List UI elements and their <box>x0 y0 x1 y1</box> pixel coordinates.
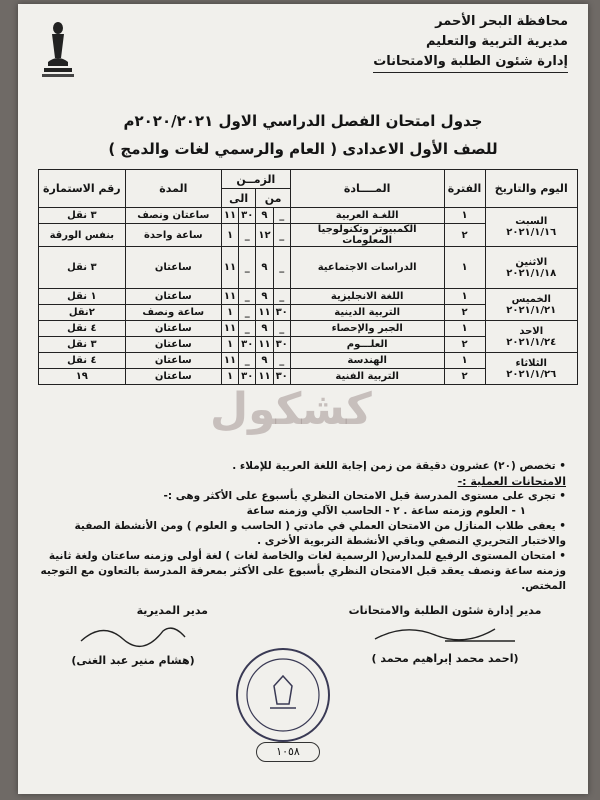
from-hour-cell: ٩ <box>256 208 273 224</box>
to-hour-cell: ١ <box>221 224 238 247</box>
signature-right <box>330 604 560 665</box>
form-cell: ١ نقل <box>39 289 126 305</box>
duration-cell: ساعتان <box>125 369 221 385</box>
to-minute-cell: _ <box>239 289 256 305</box>
directorate-line: مديرية التربية والتعليم <box>425 34 568 49</box>
subject-cell: الدراسات الاجتماعية <box>290 247 444 289</box>
signature-right-title: مدير إدارة شئون الطلبة والامتحانات <box>348 604 542 617</box>
table-row <box>39 289 578 305</box>
form-cell: ٣ نقل <box>39 247 126 289</box>
from-hour-cell: ١١ <box>256 369 273 385</box>
to-minute-cell: _ <box>239 321 256 337</box>
from-minute-cell: ٣٠ <box>273 337 290 353</box>
subject-cell: اللغة الانجليزية <box>290 289 444 305</box>
period-cell: ١ <box>444 321 485 337</box>
handwritten-signature-right-icon <box>365 617 525 649</box>
table-header-row <box>39 170 578 189</box>
header-subject: المــــادة <box>290 170 444 208</box>
from-minute-cell: ٣٠ <box>273 305 290 321</box>
note-home-students: • يعفى طلاب المنازل من الامتحان العملي في مادتي ( الحاسب و العلوم ) ومن الأنشطة الصفية والاختبار التحريري النصفي وباقي الأنشطة التربوية الأخرى . <box>74 520 566 547</box>
period-cell: ٢ <box>444 305 485 321</box>
administration-line: إدارة شئون الطلبة والامتحانات <box>373 52 568 73</box>
to-minute-cell: _ <box>239 247 256 289</box>
header-period: الفترة <box>444 170 485 208</box>
table-row <box>39 247 578 289</box>
to-hour-cell: ١١ <box>221 321 238 337</box>
notes-block <box>40 459 566 594</box>
to-minute-cell: ٣٠ <box>239 208 256 224</box>
from-minute-cell: _ <box>273 224 290 247</box>
form-cell: ٤ نقل <box>39 353 126 369</box>
exam-schedule-table <box>38 169 578 385</box>
to-hour-cell: ١١ <box>221 289 238 305</box>
subject-cell: الهندسة <box>290 353 444 369</box>
to-minute-cell: _ <box>239 353 256 369</box>
schedule-subtitle: للصف الأول الاعدادى ( العام والرسمي لغات والدمج ) <box>108 140 498 158</box>
subject-cell: العلـــوم <box>290 337 444 353</box>
from-hour-cell: ١٢ <box>256 224 273 247</box>
table-row <box>39 208 578 224</box>
practical-exams-heading: الامتحانات العملية :- <box>457 475 566 488</box>
serial-number: ١٠٥٨ <box>256 742 320 762</box>
duration-cell: ساعتان <box>125 337 221 353</box>
signature-left-title: مدير المديرية <box>136 604 208 617</box>
duration-cell: ساعتان <box>125 289 221 305</box>
duration-cell: ساعة ونصف <box>125 305 221 321</box>
ministry-logo-icon <box>38 18 78 80</box>
subject-cell: التربية الدينية <box>290 305 444 321</box>
day-cell: الثلاثاء ٢٠٢١/١/٢٦ <box>485 353 578 385</box>
header-block <box>373 12 568 73</box>
from-minute-cell: _ <box>273 208 290 224</box>
to-hour-cell: ١ <box>221 337 238 353</box>
from-minute-cell: ٣٠ <box>273 369 290 385</box>
from-minute-cell: _ <box>273 247 290 289</box>
period-cell: ١ <box>444 247 485 289</box>
to-hour-cell: ١١ <box>221 353 238 369</box>
subject-cell: الجبر والإحصاء <box>290 321 444 337</box>
signature-right-name: (احمد محمد إبراهيم محمد ) <box>371 652 519 665</box>
to-minute-cell: ٣٠ <box>239 369 256 385</box>
to-hour-cell: ١ <box>221 369 238 385</box>
period-cell: ١ <box>444 353 485 369</box>
to-hour-cell: ١١ <box>221 208 238 224</box>
from-hour-cell: ٩ <box>256 247 273 289</box>
handwritten-signature-left-icon <box>73 617 193 651</box>
to-hour-cell: ١ <box>221 305 238 321</box>
document-page <box>18 4 588 794</box>
to-minute-cell: _ <box>239 224 256 247</box>
duration-cell: ساعتان <box>125 247 221 289</box>
duration-cell: ساعتان <box>125 321 221 337</box>
header-time: الزمــن <box>221 170 290 189</box>
from-minute-cell: _ <box>273 321 290 337</box>
period-cell: ١ <box>444 289 485 305</box>
form-cell: ٣ نقل <box>39 208 126 224</box>
header-duration: المدة <box>125 170 221 208</box>
header-from: من <box>256 189 290 208</box>
subject-cell: الكمبيوتر وتكنولوجيا المعلومات <box>290 224 444 247</box>
note-practical-timing: • تجرى على مستوى المدرسة قبل الامتحان النظري بأسبوع على الأكثر وهى :- <box>163 490 566 502</box>
note-high-level-exam: • امتحان المستوى الرفيع للمدارس( الرسمية لغات والخاصة لغات ) لغة أولى وزمنه ساعتان ولغة ثانية وزمنه ساعة ونصف يعقد قبل الامتحان النظري بأسبوع على الأكثر بمعرفة المدرسة بالتعاون مع التوجيه المختص. <box>40 550 566 592</box>
subject-cell: التربية الفنية <box>290 369 444 385</box>
official-seal-icon <box>234 646 332 744</box>
note-practical-subjects: ١ - العلوم وزمنه ساعة . ٢ - الحاسب الآلي وزمنه ساعة <box>246 505 526 517</box>
from-hour-cell: ١١ <box>256 305 273 321</box>
from-hour-cell: ٩ <box>256 321 273 337</box>
day-cell: الاحد ٢٠٢١/١/٢٤ <box>485 321 578 353</box>
to-minute-cell: ٣٠ <box>239 337 256 353</box>
form-cell: ٣ نقل <box>39 337 126 353</box>
from-hour-cell: ٩ <box>256 353 273 369</box>
header-to: الى <box>221 189 255 208</box>
period-cell: ٢ <box>444 369 485 385</box>
table-row <box>39 353 578 369</box>
subject-cell: اللغـة العربية <box>290 208 444 224</box>
watermark: كشكول <box>210 384 372 435</box>
from-hour-cell: ٩ <box>256 289 273 305</box>
period-cell: ١ <box>444 208 485 224</box>
from-minute-cell: _ <box>273 353 290 369</box>
header-day: اليوم والتاريخ <box>485 170 578 208</box>
to-hour-cell: ١١ <box>221 247 238 289</box>
header-form: رقم الاستمارة <box>39 170 126 208</box>
schedule-title: جدول امتحان الفصل الدراسي الاول ٢٠٢٠/٢٠٢١م <box>123 112 483 130</box>
governorate-line: محافظة البحر الأحمر <box>435 14 568 29</box>
form-cell: ١٩ <box>39 369 126 385</box>
table-row <box>39 321 578 337</box>
period-cell: ٢ <box>444 224 485 247</box>
duration-cell: ساعتان ونصف <box>125 208 221 224</box>
form-cell: ٤ نقل <box>39 321 126 337</box>
to-minute-cell: _ <box>239 305 256 321</box>
note-dictation: • تخصص (٢٠) عشرون دقيقة من زمن إجابة اللغة العربية للإملاء . <box>232 460 566 472</box>
day-cell: الاثنين ٢٠٢١/١/١٨ <box>485 247 578 289</box>
duration-cell: ساعتان <box>125 353 221 369</box>
signature-left-name: (هشام منير عبد الغنى) <box>71 654 195 667</box>
form-cell: ٢نقل <box>39 305 126 321</box>
duration-cell: ساعة واحدة <box>125 224 221 247</box>
form-cell: بنفس الورقة <box>39 224 126 247</box>
from-minute-cell: _ <box>273 289 290 305</box>
day-cell: الخميس ٢٠٢١/١/٢١ <box>485 289 578 321</box>
signature-left <box>58 604 208 667</box>
from-hour-cell: ١١ <box>256 337 273 353</box>
period-cell: ٢ <box>444 337 485 353</box>
day-cell: السبت ٢٠٢١/١/١٦ <box>485 208 578 247</box>
